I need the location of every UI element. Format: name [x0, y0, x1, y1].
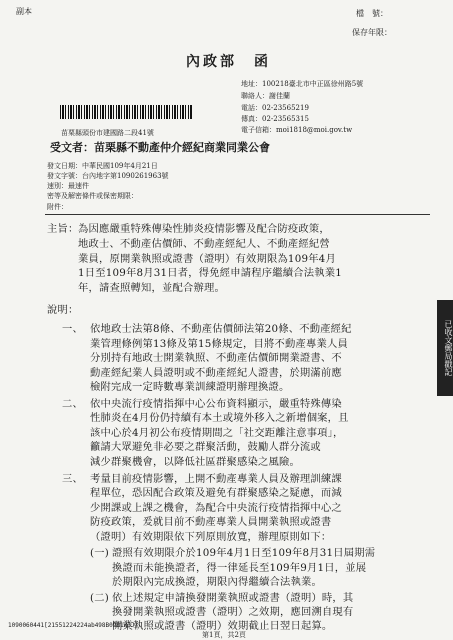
- item-line: 依地政士法第8條、不動產估價師法第20條、不動產經紀: [90, 323, 352, 335]
- sender-fax: 傳真：02-23565315: [241, 115, 309, 123]
- recipient: 受文者：苗栗縣不動產仲介經紀商業同業公會: [50, 141, 270, 154]
- sub-item-line: 依上述規定申請換發開業執照或證書（證明）時，其: [112, 592, 354, 604]
- sender-contact: 聯絡人：謝佳蘭: [241, 92, 290, 100]
- sub-item-line: 換發開業執照或證書（證明）之效期，應回溯自現有: [112, 606, 354, 618]
- document-code: 1090060441[21551224224ab498B09B1W3J]: [8, 622, 139, 629]
- sub-item-line: 換證而未能換證者，得一律延長至109年9月1日，並展: [112, 562, 367, 574]
- side-stamp: 已收文郵局戳記: [437, 300, 453, 396]
- item-line: 該中心於4月初公布疫情期間之「社交距離注意事項」，: [90, 427, 344, 439]
- sub-item-number: (二): [90, 592, 109, 604]
- item-line: 分別持有地政士開業執照、不動產估價師開業證書、不: [90, 352, 342, 364]
- security-level: 密等及解密條件或保密期限：: [47, 192, 138, 200]
- item-line: 程單位，恐因配合政策及避免有群聚感染之疑慮，而減: [90, 487, 342, 499]
- explanation-label: 說明：: [47, 304, 79, 316]
- sender-address: 地址：100218臺北市中正區徐州路5號: [241, 80, 364, 88]
- item-number: 一、: [62, 323, 83, 335]
- sub-item-line: 開業執照或證書（證明）效期截止日翌日起算。: [112, 620, 333, 632]
- item-line: 防疫政策，爰就目前不動產專業人員開業執照或證書: [90, 516, 332, 528]
- item-line: 考量目前疫情影響，上開不動產專業人員及辦理訓練課: [90, 473, 342, 485]
- agency-title: 內政部 函: [186, 54, 271, 70]
- retention-label: 保存年限：: [352, 28, 392, 37]
- item-number: 三、: [62, 473, 83, 485]
- attachment-label: 附件：: [47, 203, 68, 211]
- item-line: 業管理條例第13條及第15條規定，目將不動產專業人員: [90, 338, 348, 350]
- item-line: 少開課或上課之機會，為配合中央流行疫情指揮中心之: [90, 502, 342, 514]
- item-line: 檢附完成一定時數專業訓練證明辦理換證。: [90, 381, 290, 393]
- issue-date: 發文日期：中華民國109年4月21日: [47, 162, 158, 170]
- sender-phone: 電話：02-23565219: [241, 104, 309, 112]
- recipient-address: 苗栗縣頭份市建國路二段41號: [61, 129, 154, 137]
- divider: [45, 214, 430, 215]
- page-number: 第1頁，共2頁: [202, 631, 246, 639]
- item-line: （證明）有效期限依下列原則放寬，辦理原則如下：: [90, 531, 332, 543]
- delivery-speed: 速別：最速件: [47, 182, 89, 190]
- subject-line: 業員，原開業執照或證書（證明）有效期限為109年4月: [78, 253, 336, 265]
- sub-item-number: (一): [90, 547, 109, 559]
- sender-email: 電子信箱：moi1818@moi.gov.tw: [241, 126, 353, 134]
- item-line: 減少群聚機會，以降低社區群聚感染之風險。: [90, 456, 300, 468]
- item-line: 籲請大眾避免非必要之群聚活動，鼓勵人群分流或: [90, 441, 321, 453]
- copy-mark: 副本: [16, 7, 32, 16]
- barcode: [60, 105, 192, 119]
- sub-item-line: 證照有效期限介於109年4月1日至109年8月31日屆期需: [112, 547, 376, 559]
- item-number: 二、: [62, 398, 83, 410]
- item-line: 動產經紀業人員證明或不動產經紀人證書，於期滿前應: [90, 367, 342, 379]
- subject-line: 1日至109年8月31日者，得免經申請程序繼續合法執業1: [78, 267, 342, 279]
- sub-item-line: 於期限內完成換證，期限內得繼續合法執業。: [112, 576, 322, 588]
- subject-line: 年，請查照轉知，並配合辦理。: [78, 282, 225, 294]
- item-line: 依中央流行疫情指揮中心公布資料顯示，嚴重特殊傳染: [90, 398, 342, 410]
- item-line: 性肺炎在4月份仍持續有本土或境外移入之新增個案，且: [90, 412, 349, 424]
- subject-line: 地政士、不動產估價師、不動產經紀人、不動產經紀營: [78, 238, 330, 250]
- file-number-label: 檔 號：: [356, 9, 388, 18]
- subject-label: 主旨：: [47, 223, 79, 235]
- issue-number: 發文字號：台內地字第1090261963號: [47, 172, 169, 180]
- subject-line: 為因應嚴重特殊傳染性肺炎疫情影響及配合防疫政策，: [78, 223, 330, 235]
